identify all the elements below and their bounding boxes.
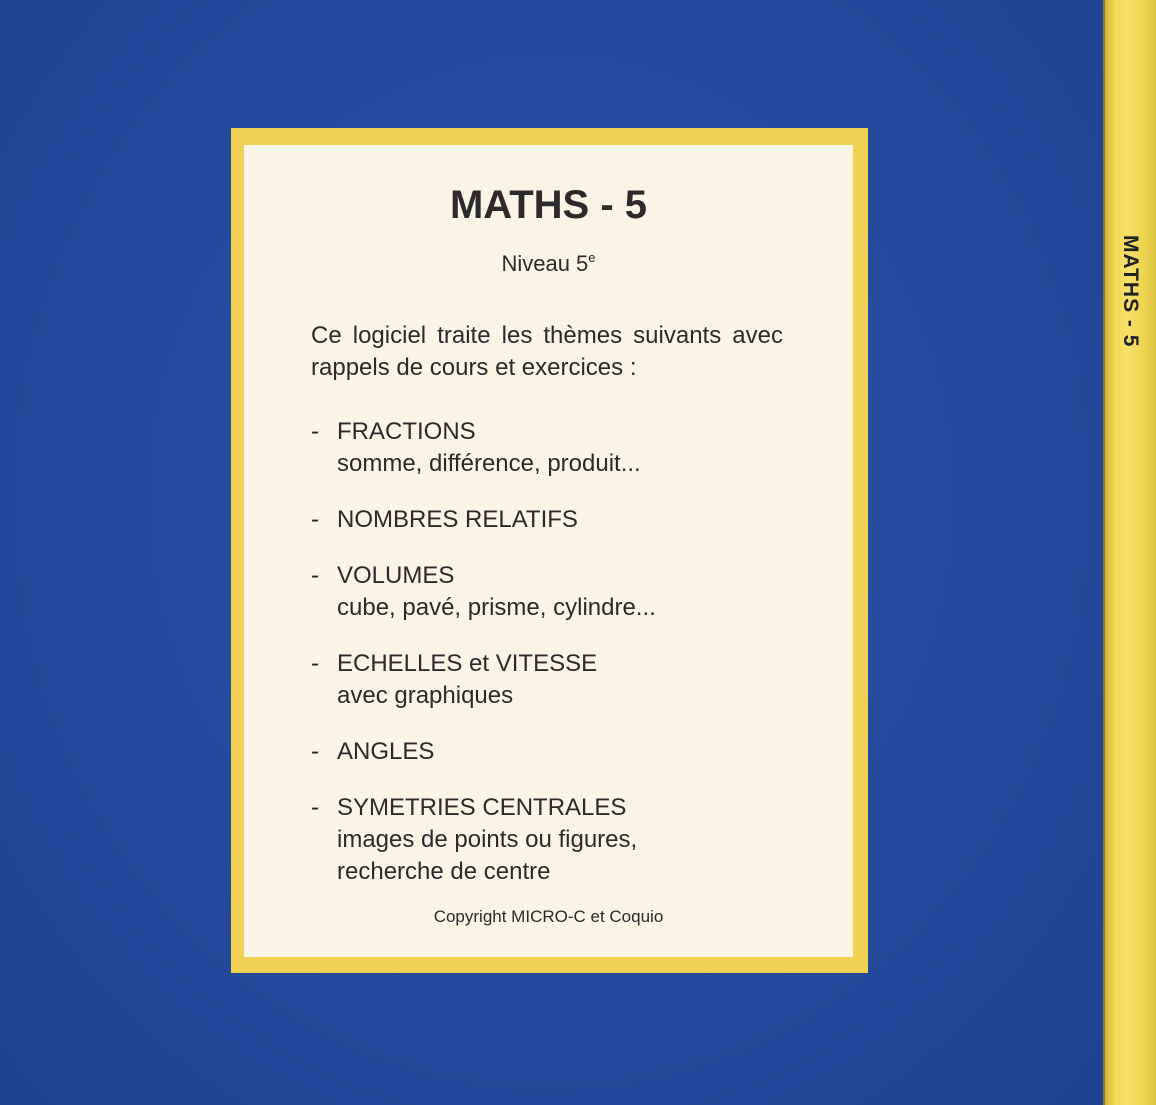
topic-item-echelles-vitesse (311, 648, 791, 712)
topic-description: images de points ou figures, (337, 826, 638, 853)
level-text: Niveau 5 (501, 251, 589, 276)
dash-marker: - (311, 506, 319, 533)
copyright-notice: Copyright MICRO-C et Coquio (433, 907, 664, 926)
topic-title: ECHELLES et VITESSE (337, 650, 598, 677)
topic-description: somme, différence, produit... (337, 450, 641, 477)
topic-description: cube, pavé, prisme, cylindre... (337, 594, 656, 621)
topic-title: NOMBRES RELATIFS (337, 506, 578, 533)
spine-title: MATHS - 5 (1119, 235, 1142, 348)
topic-description-2: recherche de centre (337, 858, 551, 885)
topic-item-symetries-centrales (311, 792, 791, 888)
topic-item-volumes (311, 560, 791, 624)
topic-title: VOLUMES (337, 562, 455, 589)
dash-marker: - (311, 562, 319, 589)
topic-list (311, 416, 791, 912)
level-superscript: e (588, 250, 596, 265)
spine (1103, 0, 1156, 1105)
topic-description: avec graphiques (337, 682, 514, 709)
intro-text: Ce logiciel traite les thèmes suivants avec rappels de cours et exercices : (311, 322, 783, 381)
level-label (244, 243, 853, 279)
topic-title: ANGLES (337, 738, 435, 765)
product-title: MATHS - 5 (449, 183, 648, 227)
dash-marker: - (311, 650, 319, 677)
topic-item-nombres-relatifs (311, 504, 791, 536)
topic-title: FRACTIONS (337, 418, 476, 445)
dash-marker: - (311, 738, 319, 765)
topic-item-fractions (311, 416, 791, 480)
dash-marker: - (311, 794, 319, 821)
dash-marker: - (311, 418, 319, 445)
topic-title: SYMETRIES CENTRALES (337, 794, 627, 821)
topic-item-angles (311, 736, 791, 768)
